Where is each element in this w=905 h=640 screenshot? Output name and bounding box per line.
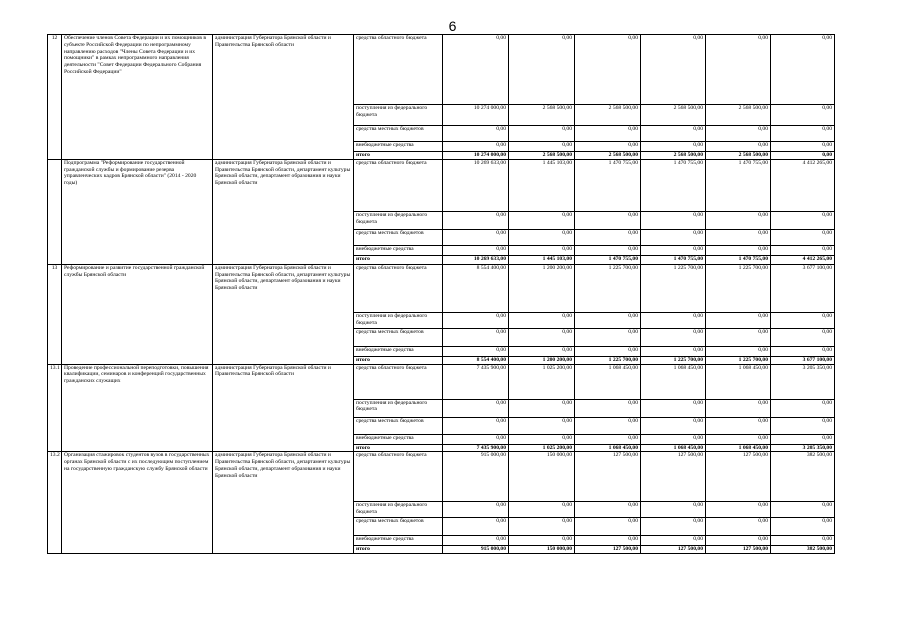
amount-cell: 0,00 bbox=[641, 126, 706, 142]
amount-cell: 1 225 700,00 bbox=[706, 264, 771, 312]
amount-cell: 0,00 bbox=[443, 417, 509, 434]
amount-cell: 1 200 200,00 bbox=[509, 356, 575, 364]
funding-source-label: внебюджетные средства bbox=[354, 245, 443, 255]
executor: администрация Губернатора Брянской области и Правительства Брянской области, департамент культуры Брянской области, департамент образования и науки Брянской области bbox=[213, 159, 354, 264]
amount-cell: 1 068 450,00 bbox=[641, 364, 706, 399]
amount-cell: 0,00 bbox=[706, 211, 771, 229]
amount-cell: 0,00 bbox=[575, 312, 641, 328]
funding-source-label: средства областного бюджета bbox=[354, 364, 443, 399]
funding-source-label: внебюджетные средства bbox=[354, 346, 443, 356]
amount-cell: 1 225 700,00 bbox=[641, 356, 706, 364]
amount-cell: 0,00 bbox=[443, 536, 509, 546]
amount-cell: 382 500,00 bbox=[771, 546, 835, 554]
amount-cell: 382 500,00 bbox=[771, 452, 835, 502]
amount-cell: 1 068 450,00 bbox=[706, 444, 771, 452]
amount-cell: 0,00 bbox=[641, 312, 706, 328]
row-number: 13.2 bbox=[48, 452, 62, 554]
amount-cell: 2 568 500,00 bbox=[706, 152, 771, 160]
amount-cell: 0,00 bbox=[509, 229, 575, 245]
amount-cell: 0,00 bbox=[641, 434, 706, 444]
funding-source-label: средства местных бюджетов bbox=[354, 328, 443, 346]
funding-source-label: средства областного бюджета bbox=[354, 452, 443, 502]
row-number: 13 bbox=[48, 264, 62, 364]
amount-cell: 0,00 bbox=[771, 399, 835, 417]
funding-source-label: поступления из федерального бюджета bbox=[354, 211, 443, 229]
amount-cell: 1 445 103,00 bbox=[509, 159, 575, 211]
amount-cell: 0,00 bbox=[575, 346, 641, 356]
amount-cell: 0,00 bbox=[443, 35, 509, 105]
amount-cell: 0,00 bbox=[706, 229, 771, 245]
amount-cell: 0,00 bbox=[706, 245, 771, 255]
amount-cell: 0,00 bbox=[509, 417, 575, 434]
amount-cell: 0,00 bbox=[706, 142, 771, 152]
funding-source-label: средства местных бюджетов bbox=[354, 518, 443, 536]
funding-source-label: итого bbox=[354, 444, 443, 452]
amount-cell: 0,00 bbox=[641, 211, 706, 229]
amount-cell: 3 677 100,00 bbox=[771, 264, 835, 312]
amount-cell: 0,00 bbox=[771, 518, 835, 536]
amount-cell: 0,00 bbox=[443, 142, 509, 152]
amount-cell: 1 470 755,00 bbox=[706, 255, 771, 264]
amount-cell: 1 068 450,00 bbox=[706, 364, 771, 399]
amount-cell: 10 274 000,00 bbox=[443, 105, 509, 126]
amount-cell: 0,00 bbox=[771, 434, 835, 444]
amount-cell: 0,00 bbox=[509, 142, 575, 152]
table-row bbox=[48, 452, 835, 502]
amount-cell: 0,00 bbox=[706, 518, 771, 536]
amount-cell: 1 470 755,00 bbox=[641, 255, 706, 264]
executor: администрация Губернатора Брянской области и Правительства Брянской области bbox=[213, 35, 354, 160]
amount-cell: 0,00 bbox=[706, 328, 771, 346]
amount-cell: 1 445 103,00 bbox=[509, 255, 575, 264]
amount-cell: 0,00 bbox=[443, 211, 509, 229]
amount-cell: 0,00 bbox=[443, 328, 509, 346]
amount-cell: 1 470 755,00 bbox=[706, 159, 771, 211]
funding-source-label: итого bbox=[354, 255, 443, 264]
measure-name: Реформирование и развитие государственной гражданской службы Брянской области bbox=[62, 264, 213, 364]
funding-source-label: внебюджетные средства bbox=[354, 434, 443, 444]
amount-cell: 915 000,00 bbox=[443, 452, 509, 502]
amount-cell: 0,00 bbox=[575, 35, 641, 105]
amount-cell: 0,00 bbox=[771, 142, 835, 152]
amount-cell: 8 554 400,00 bbox=[443, 264, 509, 312]
amount-cell: 0,00 bbox=[509, 245, 575, 255]
amount-cell: 127 500,00 bbox=[641, 452, 706, 502]
amount-cell: 0,00 bbox=[575, 211, 641, 229]
measure-name: Подпрограмма "Реформирование государственной гражданской службы и формирование резерва управленческих кадров Брянской области" (2014 - 2020 годы) bbox=[62, 159, 213, 264]
amount-cell: 4 412 265,00 bbox=[771, 159, 835, 211]
table-row bbox=[48, 159, 835, 211]
amount-cell: 127 500,00 bbox=[706, 452, 771, 502]
amount-cell: 0,00 bbox=[509, 536, 575, 546]
amount-cell: 10 274 000,00 bbox=[443, 152, 509, 160]
amount-cell: 0,00 bbox=[575, 434, 641, 444]
amount-cell: 915 000,00 bbox=[443, 546, 509, 554]
amount-cell: 2 568 500,00 bbox=[575, 152, 641, 160]
amount-cell: 0,00 bbox=[443, 229, 509, 245]
amount-cell: 10 269 633,00 bbox=[443, 255, 509, 264]
amount-cell: 0,00 bbox=[771, 312, 835, 328]
funding-source-label: итого bbox=[354, 152, 443, 160]
amount-cell: 0,00 bbox=[771, 211, 835, 229]
funding-source-label: средства областного бюджета bbox=[354, 35, 443, 105]
amount-cell: 0,00 bbox=[771, 152, 835, 160]
funding-source-label: внебюджетные средства bbox=[354, 536, 443, 546]
amount-cell: 0,00 bbox=[575, 417, 641, 434]
funding-source-label: итого bbox=[354, 356, 443, 364]
funding-source-label: средства местных бюджетов bbox=[354, 126, 443, 142]
amount-cell: 0,00 bbox=[509, 211, 575, 229]
amount-cell: 1 470 755,00 bbox=[575, 159, 641, 211]
amount-cell: 0,00 bbox=[641, 35, 706, 105]
amount-cell: 0,00 bbox=[443, 126, 509, 142]
amount-cell: 0,00 bbox=[575, 142, 641, 152]
executor: администрация Губернатора Брянской области и Правительства Брянской области, департамент культуры Брянской области, департамент образования и науки Брянской области bbox=[213, 452, 354, 554]
amount-cell: 3 677 100,00 bbox=[771, 356, 835, 364]
amount-cell: 0,00 bbox=[641, 245, 706, 255]
amount-cell: 0,00 bbox=[706, 417, 771, 434]
amount-cell: 1 068 450,00 bbox=[575, 444, 641, 452]
amount-cell: 0,00 bbox=[771, 105, 835, 126]
amount-cell: 2 568 500,00 bbox=[509, 105, 575, 126]
amount-cell: 3 205 350,00 bbox=[771, 444, 835, 452]
funding-source-label: поступления из федерального бюджета bbox=[354, 105, 443, 126]
amount-cell: 0,00 bbox=[641, 417, 706, 434]
amount-cell: 8 554 400,00 bbox=[443, 356, 509, 364]
amount-cell: 0,00 bbox=[771, 245, 835, 255]
amount-cell: 10 269 633,00 bbox=[443, 159, 509, 211]
funding-source-label: итого bbox=[354, 546, 443, 554]
funding-source-label: средства областного бюджета bbox=[354, 264, 443, 312]
amount-cell: 0,00 bbox=[443, 518, 509, 536]
amount-cell: 1 470 755,00 bbox=[641, 159, 706, 211]
amount-cell: 127 500,00 bbox=[575, 546, 641, 554]
amount-cell: 0,00 bbox=[706, 346, 771, 356]
amount-cell: 0,00 bbox=[509, 434, 575, 444]
amount-cell: 127 500,00 bbox=[706, 546, 771, 554]
amount-cell: 4 412 265,00 bbox=[771, 255, 835, 264]
amount-cell: 1 025 200,00 bbox=[509, 444, 575, 452]
amount-cell: 1 225 700,00 bbox=[575, 356, 641, 364]
amount-cell: 0,00 bbox=[575, 245, 641, 255]
amount-cell: 0,00 bbox=[641, 346, 706, 356]
executor: администрация Губернатора Брянской области и Правительства Брянской области, департамент культуры Брянской области, департамент образования и науки Брянской области bbox=[213, 264, 354, 364]
amount-cell: 0,00 bbox=[575, 502, 641, 518]
amount-cell: 0,00 bbox=[443, 502, 509, 518]
amount-cell: 0,00 bbox=[706, 399, 771, 417]
amount-cell: 0,00 bbox=[509, 328, 575, 346]
amount-cell: 127 500,00 bbox=[641, 546, 706, 554]
table-row bbox=[48, 35, 835, 105]
funding-source-label: поступления из федерального бюджета bbox=[354, 312, 443, 328]
funding-source-label: средства областного бюджета bbox=[354, 159, 443, 211]
amount-cell: 1 470 755,00 bbox=[575, 255, 641, 264]
amount-cell: 0,00 bbox=[771, 328, 835, 346]
amount-cell: 0,00 bbox=[443, 312, 509, 328]
amount-cell: 1 068 450,00 bbox=[575, 364, 641, 399]
page-number: 6 bbox=[448, 18, 457, 34]
amount-cell: 0,00 bbox=[509, 502, 575, 518]
amount-cell: 0,00 bbox=[771, 229, 835, 245]
amount-cell: 0,00 bbox=[641, 536, 706, 546]
amount-cell: 7 435 900,00 bbox=[443, 364, 509, 399]
amount-cell: 150 000,00 bbox=[509, 452, 575, 502]
amount-cell: 0,00 bbox=[509, 518, 575, 536]
amount-cell: 0,00 bbox=[706, 502, 771, 518]
amount-cell: 0,00 bbox=[771, 536, 835, 546]
amount-cell: 3 205 350,00 bbox=[771, 364, 835, 399]
amount-cell: 0,00 bbox=[771, 35, 835, 105]
measure-name: Организация стажировок студентов вузов в государственных органах Брянской области с их последующим поступлением на государственную гражданскую службу Брянской области bbox=[62, 452, 213, 554]
table-row bbox=[48, 364, 835, 399]
amount-cell: 150 000,00 bbox=[509, 546, 575, 554]
amount-cell: 2 568 500,00 bbox=[509, 152, 575, 160]
row-number bbox=[48, 159, 62, 264]
amount-cell: 1 225 700,00 bbox=[706, 356, 771, 364]
amount-cell: 0,00 bbox=[641, 229, 706, 245]
funding-source-label: средства местных бюджетов bbox=[354, 417, 443, 434]
amount-cell: 0,00 bbox=[575, 536, 641, 546]
amount-cell: 0,00 bbox=[575, 126, 641, 142]
amount-cell: 2 568 500,00 bbox=[641, 105, 706, 126]
amount-cell: 1 200 200,00 bbox=[509, 264, 575, 312]
funding-source-label: поступления из федерального бюджета bbox=[354, 502, 443, 518]
amount-cell: 0,00 bbox=[771, 126, 835, 142]
funding-source-label: поступления из федерального бюджета bbox=[354, 399, 443, 417]
funding-source-label: внебюджетные средства bbox=[354, 142, 443, 152]
amount-cell: 1 068 450,00 bbox=[641, 444, 706, 452]
amount-cell: 0,00 bbox=[575, 328, 641, 346]
amount-cell: 0,00 bbox=[509, 399, 575, 417]
amount-cell: 0,00 bbox=[443, 346, 509, 356]
row-number: 13.1 bbox=[48, 364, 62, 452]
amount-cell: 0,00 bbox=[641, 518, 706, 536]
amount-cell: 0,00 bbox=[509, 126, 575, 142]
amount-cell: 0,00 bbox=[641, 328, 706, 346]
funding-source-label: средства местных бюджетов bbox=[354, 229, 443, 245]
amount-cell: 0,00 bbox=[575, 518, 641, 536]
amount-cell: 0,00 bbox=[509, 346, 575, 356]
amount-cell: 2 568 500,00 bbox=[575, 105, 641, 126]
amount-cell: 0,00 bbox=[706, 35, 771, 105]
amount-cell: 0,00 bbox=[641, 502, 706, 518]
amount-cell: 0,00 bbox=[771, 346, 835, 356]
amount-cell: 1 225 700,00 bbox=[641, 264, 706, 312]
amount-cell: 0,00 bbox=[575, 229, 641, 245]
budget-table-body bbox=[48, 35, 835, 554]
measure-name: Проведение профессиональной переподготовки, повышения квалификации, семинаров и конференций государственных гражданских служащих bbox=[62, 364, 213, 452]
amount-cell: 0,00 bbox=[443, 245, 509, 255]
amount-cell: 1 025 200,00 bbox=[509, 364, 575, 399]
amount-cell: 0,00 bbox=[443, 434, 509, 444]
amount-cell: 0,00 bbox=[771, 417, 835, 434]
amount-cell: 0,00 bbox=[509, 312, 575, 328]
amount-cell: 2 568 500,00 bbox=[641, 152, 706, 160]
amount-cell: 0,00 bbox=[771, 502, 835, 518]
amount-cell: 0,00 bbox=[706, 536, 771, 546]
budget-table bbox=[47, 34, 835, 554]
amount-cell: 0,00 bbox=[706, 434, 771, 444]
amount-cell: 0,00 bbox=[509, 35, 575, 105]
amount-cell: 2 568 500,00 bbox=[706, 105, 771, 126]
amount-cell: 127 500,00 bbox=[575, 452, 641, 502]
amount-cell: 7 435 900,00 bbox=[443, 444, 509, 452]
measure-name: Обеспечение членов Совета Федерации и их помощников в субъекте Российской Федерации по непрограммному направлению расходов "Члены Совета Федерации и их помощники" в рамках непрограммного направления деятельности "Совет Федерации Федерального Собрания Российской Федерации" bbox=[62, 35, 213, 160]
table-row bbox=[48, 264, 835, 312]
executor: администрация Губернатора Брянской области и Правительства Брянской области bbox=[213, 364, 354, 452]
amount-cell: 0,00 bbox=[641, 142, 706, 152]
row-number: 12 bbox=[48, 35, 62, 160]
amount-cell: 1 225 700,00 bbox=[575, 264, 641, 312]
amount-cell: 0,00 bbox=[443, 399, 509, 417]
amount-cell: 0,00 bbox=[706, 312, 771, 328]
amount-cell: 0,00 bbox=[575, 399, 641, 417]
amount-cell: 0,00 bbox=[706, 126, 771, 142]
amount-cell: 0,00 bbox=[641, 399, 706, 417]
